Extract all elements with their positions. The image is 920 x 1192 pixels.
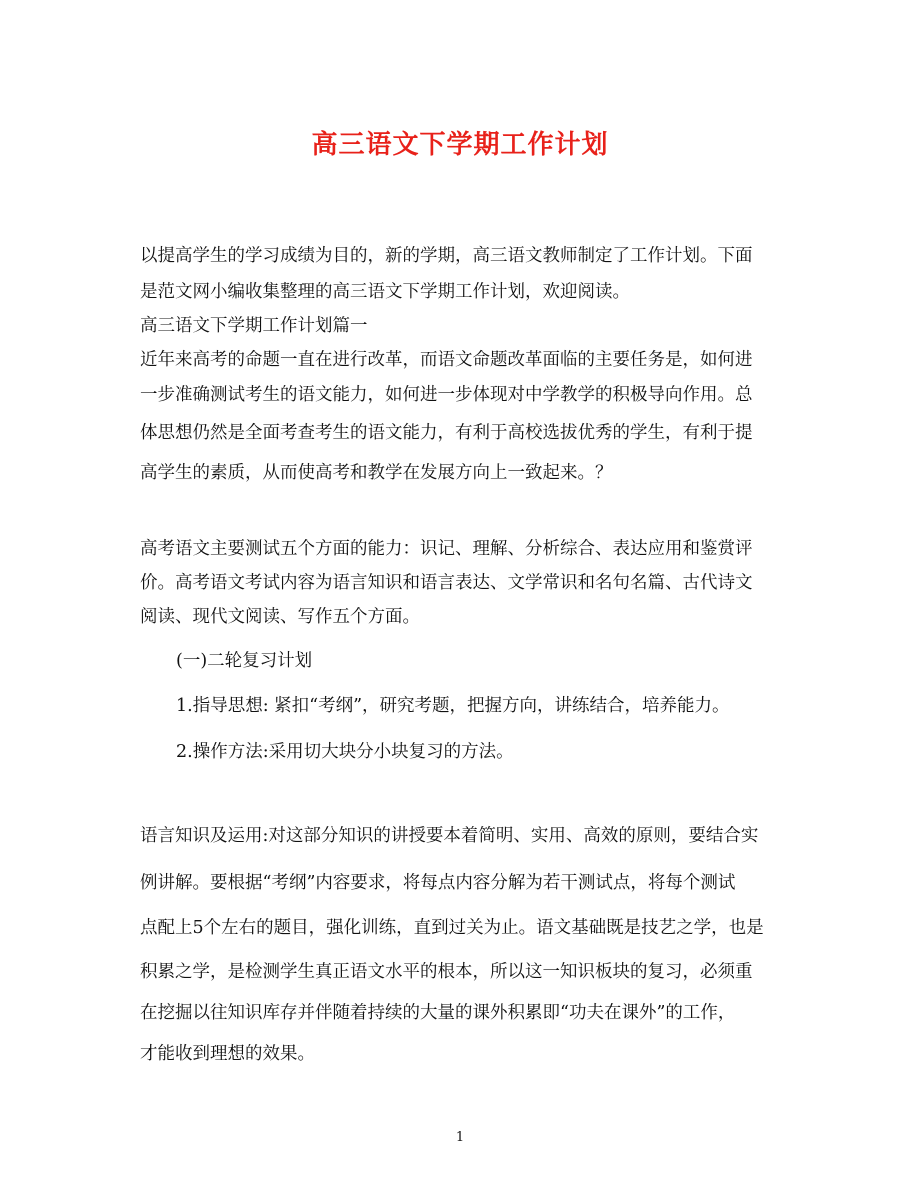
paragraph-1-line-1: 近年来高考的命题一直在进行改革，而语文命题改革面临的主要任务是，如何进: [140, 350, 753, 370]
paragraph-2-line-3: 阅读、现代文阅读、写作五个方面。: [140, 607, 420, 627]
paragraph-3-line-3: 点配上5个左右的题目，强化训练，直到过关为止。语文基础既是技艺之学，也是: [140, 918, 764, 938]
paragraph-2-line-2: 价。高考语文考试内容为语言知识和语言表达、文学常识和名句名篇、古代诗文: [140, 573, 753, 593]
document-title: 高三语文下学期工作计划: [311, 130, 609, 160]
list-item-1: 1.指导思想: 紧扣“考纲”，研究考题，把握方向，讲练结合，培养能力。: [176, 696, 730, 716]
list-item-2: 2.操作方法:采用切大块分小块复习的方法。: [176, 742, 514, 762]
page-number: 1: [455, 1130, 465, 1145]
paragraph-1-line-2: 一步准确测试考生的语文能力，如何进一步体现对中学教学的积极导向作用。总: [140, 385, 753, 405]
paragraph-3-line-4: 积累之学，是检测学生真正语文水平的根本，所以这一知识板块的复习，必须重: [140, 962, 753, 982]
section-heading: 高三语文下学期工作计划篇一: [140, 316, 368, 336]
intro-line-1: 以提高学生的学习成绩为目的，新的学期，高三语文教师制定了工作计划。下面: [140, 246, 753, 266]
paragraph-3-line-2: 例讲解。要根据“考纲”内容要求，将每点内容分解为若干测试点，将每个测试: [140, 873, 736, 893]
paragraph-3-line-5: 在挖掘以往知识库存并伴随着持续的大量的课外积累即“功夫在课外”的工作，: [140, 1003, 736, 1023]
paragraph-3-line-1: 语言知识及运用:对这部分知识的讲授要本着简明、实用、高效的原则，要结合实: [140, 826, 759, 846]
paragraph-2-line-1: 高考语文主要测试五个方面的能力：识记、理解、分析综合、表达应用和鉴赏评: [140, 539, 753, 559]
intro-line-2: 是范文网小编收集整理的高三语文下学期工作计划，欢迎阅读。: [140, 282, 630, 302]
paragraph-1-line-4: 高学生的素质，从而使高考和教学在发展方向上一致起来。？: [140, 463, 613, 483]
paragraph-1-line-3: 体思想仍然是全面考查考生的语文能力，有利于高校选拔优秀的学生，有利于提: [140, 423, 753, 443]
subsection-heading: (一)二轮复习计划: [176, 651, 313, 671]
paragraph-3-line-6: 才能收到理想的效果。: [140, 1044, 315, 1064]
